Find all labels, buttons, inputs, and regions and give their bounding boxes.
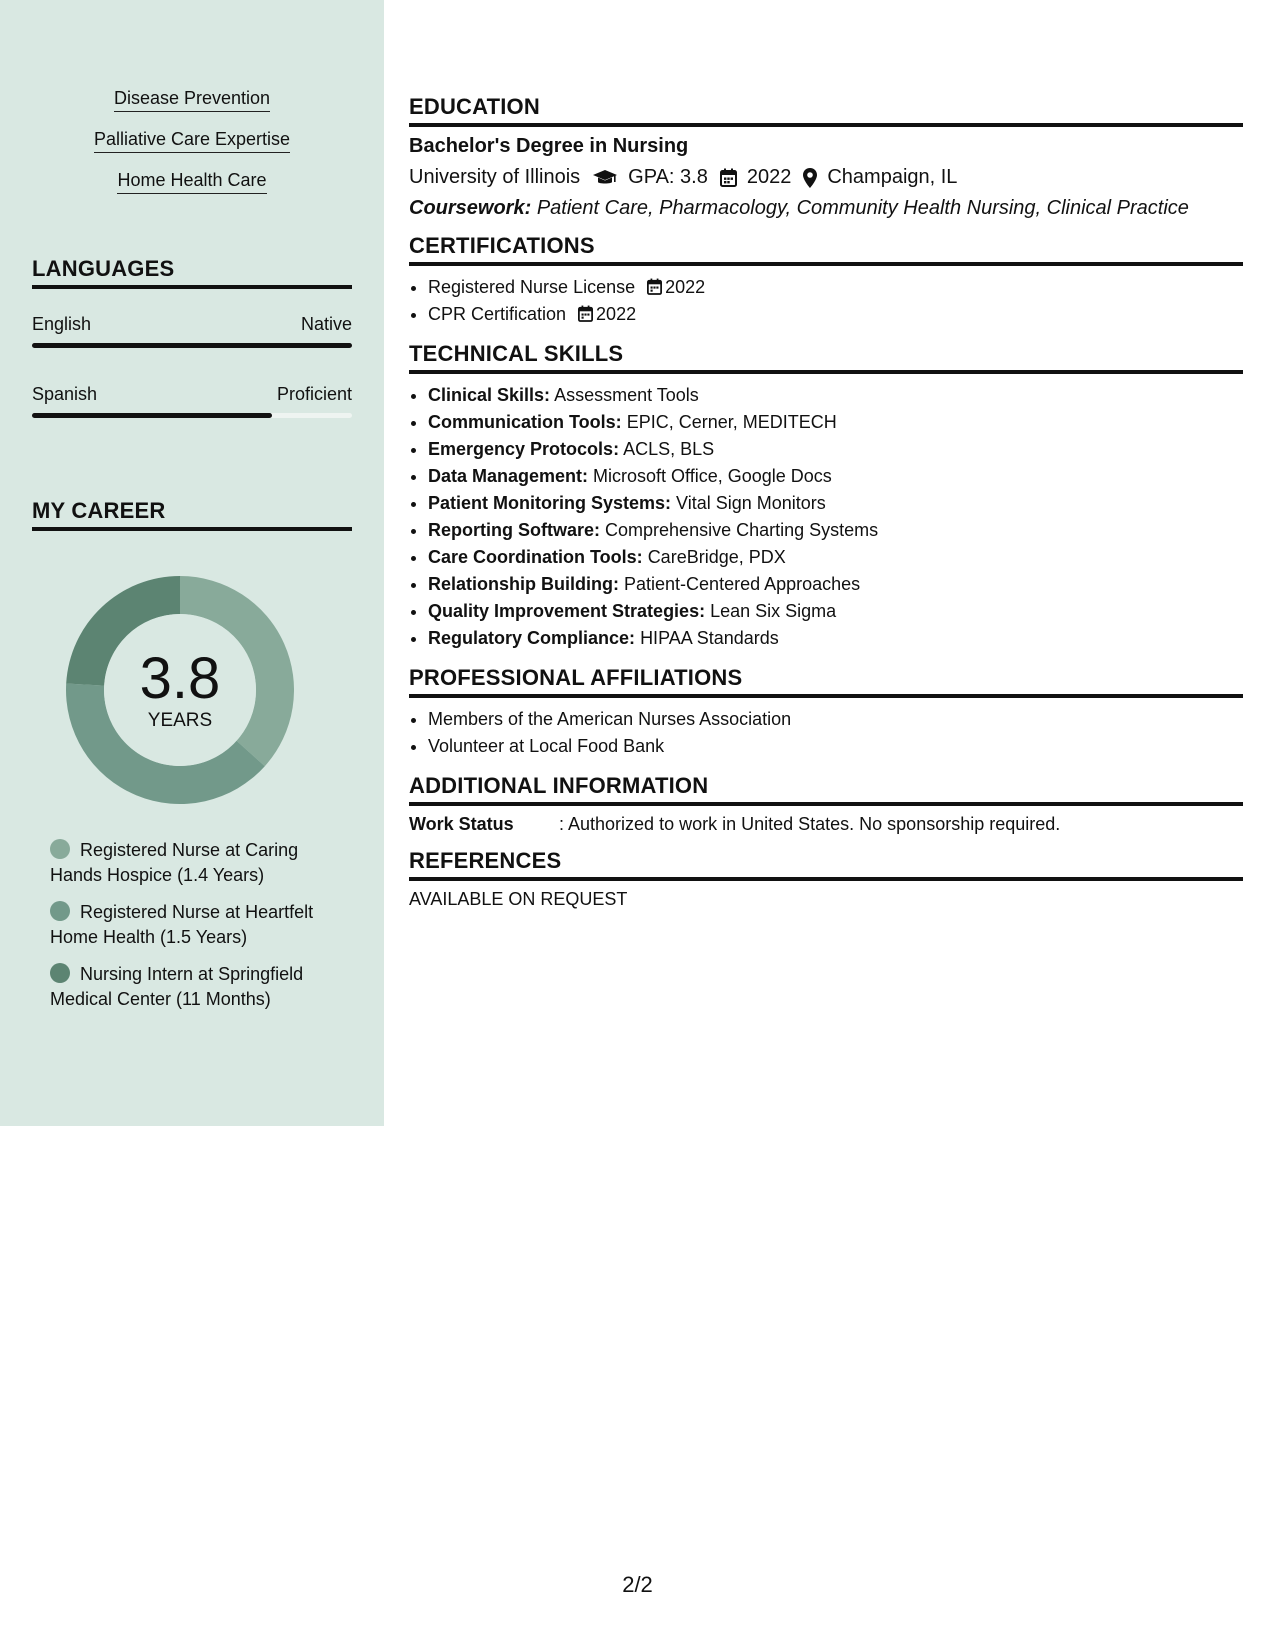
language-bar [32,343,352,348]
skill-value: Lean Six Sigma [710,601,837,621]
skill-item [428,382,1243,409]
skill-item [428,517,1243,544]
school-location: Champaign, IL [827,166,958,188]
certification-name: Registered Nurse License [428,277,636,297]
work-status-row [409,814,1243,835]
affiliations-heading: PROFESSIONAL AFFILIATIONS [409,665,1243,698]
sidebar [0,0,384,1126]
legend-dot [50,963,70,983]
certifications-heading: CERTIFICATIONS [409,233,1243,266]
strengths-list [0,88,384,211]
technical-skills-list [409,382,1243,652]
work-status-label: Work Status [409,814,514,834]
affiliation-item: • Members of the American Nurses Association [428,706,1243,733]
language-name: Spanish [32,384,98,404]
career-legend-text: Registered Nurse at Caring Hands Hospice (1.4 Years) [50,840,299,885]
references-text: AVAILABLE ON REQUEST [409,889,628,909]
skill-label: Quality Improvement Strategies: [428,601,706,621]
language-bar-fill [32,413,272,418]
main-content [409,94,1243,923]
skill-value: ACLS, BLS [623,439,715,459]
career-legend-item [50,838,330,888]
career-legend-item [50,962,330,1012]
technical-skills-section [409,341,1243,652]
gpa: GPA: 3.8 [628,166,708,188]
skill-label: Patient Monitoring Systems: [428,493,672,513]
additional-info-section [409,773,1243,835]
certification-item [428,274,1243,301]
additional-info-heading: ADDITIONAL INFORMATION [409,773,1243,806]
affiliation-item: • Volunteer at Local Food Bank [428,733,1243,760]
skill-label: Data Management: [428,466,589,486]
calendar-icon [720,168,737,187]
certification-name: CPR Certification [428,304,567,324]
language-bar [32,413,352,418]
strength-item: Home Health Care [117,170,266,194]
legend-dot [50,901,70,921]
strength-item: Disease Prevention [114,88,270,112]
skill-value: Microsoft Office, Google Docs [593,466,832,486]
graduation-cap-icon [592,169,618,187]
skill-item [428,409,1243,436]
skill-label: Emergency Protocols: [428,439,620,459]
donut-center [66,576,294,804]
skill-value: CareBridge, PDX [647,547,786,567]
certification-year: 2022 [665,277,706,297]
skill-value: HIPAA Standards [640,628,779,648]
skill-item [428,544,1243,571]
language-bar-fill [32,343,352,348]
technical-skills-heading: TECHNICAL SKILLS [409,341,1243,374]
career-legend [50,838,330,1024]
calendar-icon [647,278,662,295]
skill-item [428,463,1243,490]
references-heading: REFERENCES [409,848,1243,881]
page-number: 2/2 [622,1572,653,1597]
skill-item [428,436,1243,463]
education-details [409,166,1243,189]
certifications-section [409,233,1243,328]
career-legend-text: Nursing Intern at Springfield Medical Center (11 Months) [50,964,304,1009]
skill-label: Relationship Building: [428,574,619,594]
affiliations-section [409,665,1243,760]
skill-value: Vital Sign Monitors [676,493,826,513]
language-level: Native [300,314,352,334]
career-heading: MY CAREER [32,498,352,531]
graduation-year: 2022 [746,166,792,188]
skill-item [428,571,1243,598]
affiliations-list [409,706,1243,760]
languages-heading: LANGUAGES [32,256,352,289]
certification-year: 2022 [596,304,637,324]
school-name: University of Illinois [409,166,581,188]
skill-label: Reporting Software: [428,520,601,540]
language-row [32,314,352,335]
career-total-years: 3.8 [139,646,221,711]
skill-value: Assessment Tools [554,385,699,405]
language-level: Proficient [276,384,352,404]
skill-item [428,490,1243,517]
skill-label: Regulatory Compliance: [428,628,636,648]
degree-title: Bachelor's Degree in Nursing [409,135,689,157]
certification-item [428,301,1243,328]
education-heading: EDUCATION [409,94,1243,127]
coursework-list: Patient Care, Pharmacology, Community Health Nursing, Clinical Practice [536,197,1189,219]
legend-dot [50,839,70,859]
work-status-value: : Authorized to work in United States. No sponsorship required. [559,814,1061,834]
skill-label: Communication Tools: [428,412,622,432]
education-section [409,94,1243,220]
skill-value: Comprehensive Charting Systems [605,520,879,540]
skill-value: EPIC, Cerner, MEDITECH [626,412,837,432]
calendar-icon [578,305,593,322]
skill-label: Clinical Skills: [428,385,551,405]
skill-value: Patient-Centered Approaches [624,574,861,594]
coursework-label: Coursework: [409,197,532,219]
career-total-unit: YEARS [147,710,213,731]
career-legend-item [50,900,330,950]
references-section [409,848,1243,910]
language-row [32,384,352,405]
strength-item: Palliative Care Expertise [94,129,290,153]
skill-item [428,625,1243,652]
certifications-list [409,274,1243,328]
coursework [409,197,1243,220]
career-legend-text: Registered Nurse at Heartfelt Home Health (1.5 Years) [50,902,314,947]
location-pin-icon [803,168,817,188]
career-donut-chart [66,576,294,804]
skill-item [428,598,1243,625]
language-name: English [32,314,92,334]
skill-label: Care Coordination Tools: [428,547,643,567]
